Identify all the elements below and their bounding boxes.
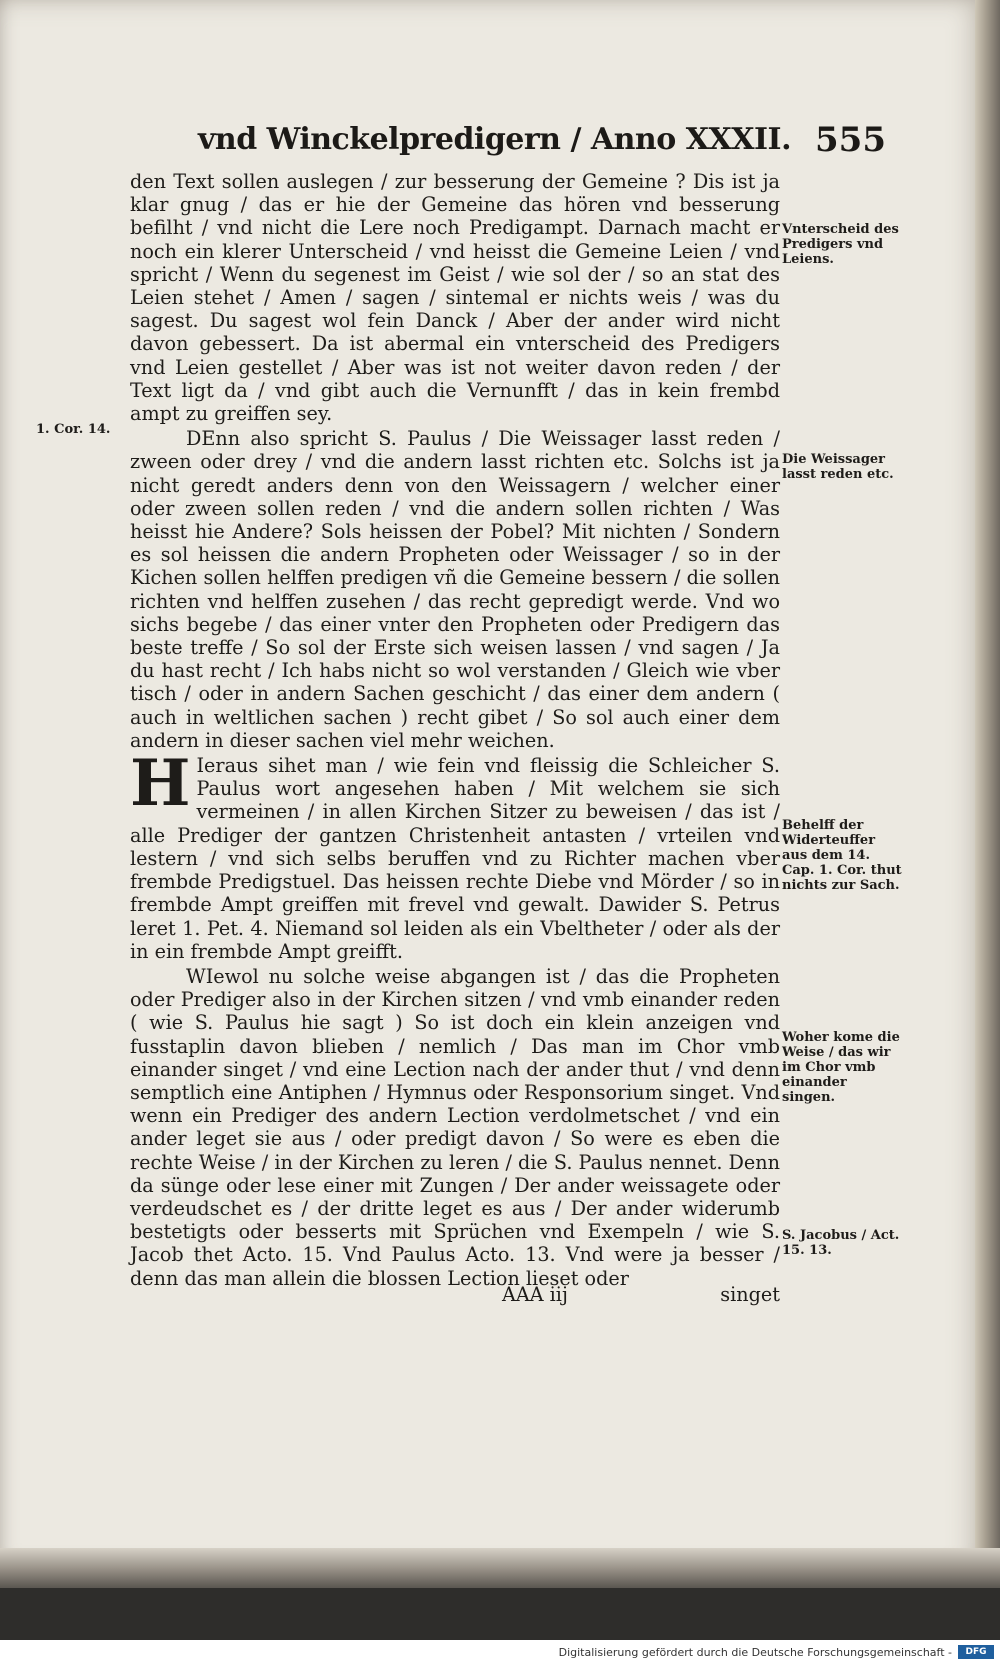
page-bottom-edge bbox=[0, 1548, 1000, 1588]
margin-note-right-4: Woher kome die Weise / das wir im Chor vmb einander singen. bbox=[782, 1030, 900, 1105]
paragraph-4: WIewol nu solche weise abgangen ist / das die Propheten oder Prediger also in der Kirchen sitzen / vnd vmb einander reden ( wie S. Paulus hie sagt ) So ist doch ein klein anzeigen vnd fusstaplin davon blieben / nemlich / Das man im Chor vmb einander singet / vnd eine Lection nach der ander thut / vnd denn semptlich eine Antiphen / Hymnus oder Responsorium singet. Vnd wenn ein Prediger des andern Lection verdolmetschet / vnd ein ander leget sie aus / oder predigt davon / So were es eben die rechte Weise / in der Kirchen zu leren / die S. Paulus nennet. Denn da sünge oder lese einer mit Zungen / Der ander weissagete oder verdeudschet es / der dritte leget es aus / Der ander widerumb bestetigts oder besserts mit Sprüchen vnd Exempeln / wie S. Jacob thet Acto. 15. Vnd Paulus Acto. 13. Vnd were ja besser / denn das man allein die blossen Lection lieset oder bbox=[130, 964, 780, 1290]
page-number: 555 bbox=[815, 120, 886, 160]
page-edge bbox=[975, 0, 1000, 1575]
dfg-logo: DFG bbox=[958, 1645, 994, 1659]
footer-credit: Digitalisierung gefördert durch die Deutsche Forschungsgemeinschaft - bbox=[558, 1646, 952, 1659]
decorated-initial: H bbox=[130, 746, 191, 822]
paragraph-3-text: Ieraus sihet man / wie fein vnd fleissig die Schleicher S. Paulus wort angesehen haben / Mit welchem sie sich vermeinen / in allen Kirchen Sitzer zu beweisen / das ist / alle Prediger der gantzen Christenheit antasten / vrteilen vnd lestern / vnd sich selbs beruffen vnd zu Richter machen vber frembde Predigstuel. Das heissen rechte Diebe vnd Mörder / so in frembde Ampt greiffen mit frevel vnd gewalt. Dawider S. Petrus leret 1. Pet. 4. Niemand sol leiden als ein Vbeltheter / oder als der in ein frembde Ampt greifft. bbox=[130, 754, 780, 963]
paragraph-2: DEnn also spricht S. Paulus / Die Weissager lasst reden / zween oder drey / vnd die andern lasst richten etc. Solchs ist ja nicht geredt anders denn von den Weissagern / welcher einer oder zween sollen reden / vnd die andern sollen richten / Was heisst hie Andere? Sols heissen der Pobel? Mit nichten / Sondern es sol heissen die andern Propheten oder Weissager / so in der Kichen sollen helffen predigen vñ die Gemeine bessern / die sollen richten vnd helffen zusehen / das recht gepredigt werde. Vnd wo sichs begebe / das einer vnter den Propheten oder Predigern das beste treffe / So sol der Erste sich weisen lassen / vnd sagen / Ja du hast recht / Ich habs nicht so wol verstanden / Gleich wie vber tisch / oder in andern Sachen geschicht / das einer dem andern ( auch in weltlichen sachen ) recht gibet / So sol auch einer dem andern in dieser sachen viel mehr weichen. bbox=[130, 427, 780, 752]
catchword-line bbox=[130, 1283, 780, 1307]
body-text bbox=[130, 170, 780, 1290]
margin-note-left-1: 1. Cor. 14. bbox=[36, 422, 111, 437]
running-head: vnd Winckelpredigern / Anno XXXII. bbox=[198, 122, 792, 157]
margin-note-right-2: Die Weissager lasst reden etc. bbox=[782, 452, 894, 482]
paragraph-1: den Text sollen auslegen / zur besserung der Gemeine ? Dis ist ja klar gnug / das er hie der Gemeine das hören vnd besserung befilht / vnd nicht die Lere noch Predigampt. Darnach macht er noch ein klerer Unterscheid / vnd heisst die Gemeine Leien / vnd spricht / Wenn du segenest im Geist / wie sol der / so an stat des Leien stehet / Amen / sagen / sintemal er nichts weis / was du sagest. Du sagest wol fein Danck / Aber der ander wird nicht davon gebessert. Da ist abermal ein vnterscheid des Predigers vnd Leien gestellet / Aber was ist not weiter davon reden / der Text ligt da / vnd gibt auch die Vernunfft / das in kein frembd ampt zu greiffen sey. bbox=[130, 170, 780, 426]
catchword: singet bbox=[720, 1283, 780, 1306]
margin-note-right-5: S. Jacobus / Act. 15. 13. bbox=[782, 1228, 900, 1258]
signature-mark: AAA iij bbox=[502, 1283, 568, 1306]
paragraph-3 bbox=[130, 746, 780, 963]
margin-note-right-1: Vnterscheid des Predigers vnd Leiens. bbox=[782, 222, 899, 267]
margin-note-right-3: Behelff der Widerteuffer aus dem 14. Cap. 1. Cor. thut nichts zur Sach. bbox=[782, 818, 902, 893]
